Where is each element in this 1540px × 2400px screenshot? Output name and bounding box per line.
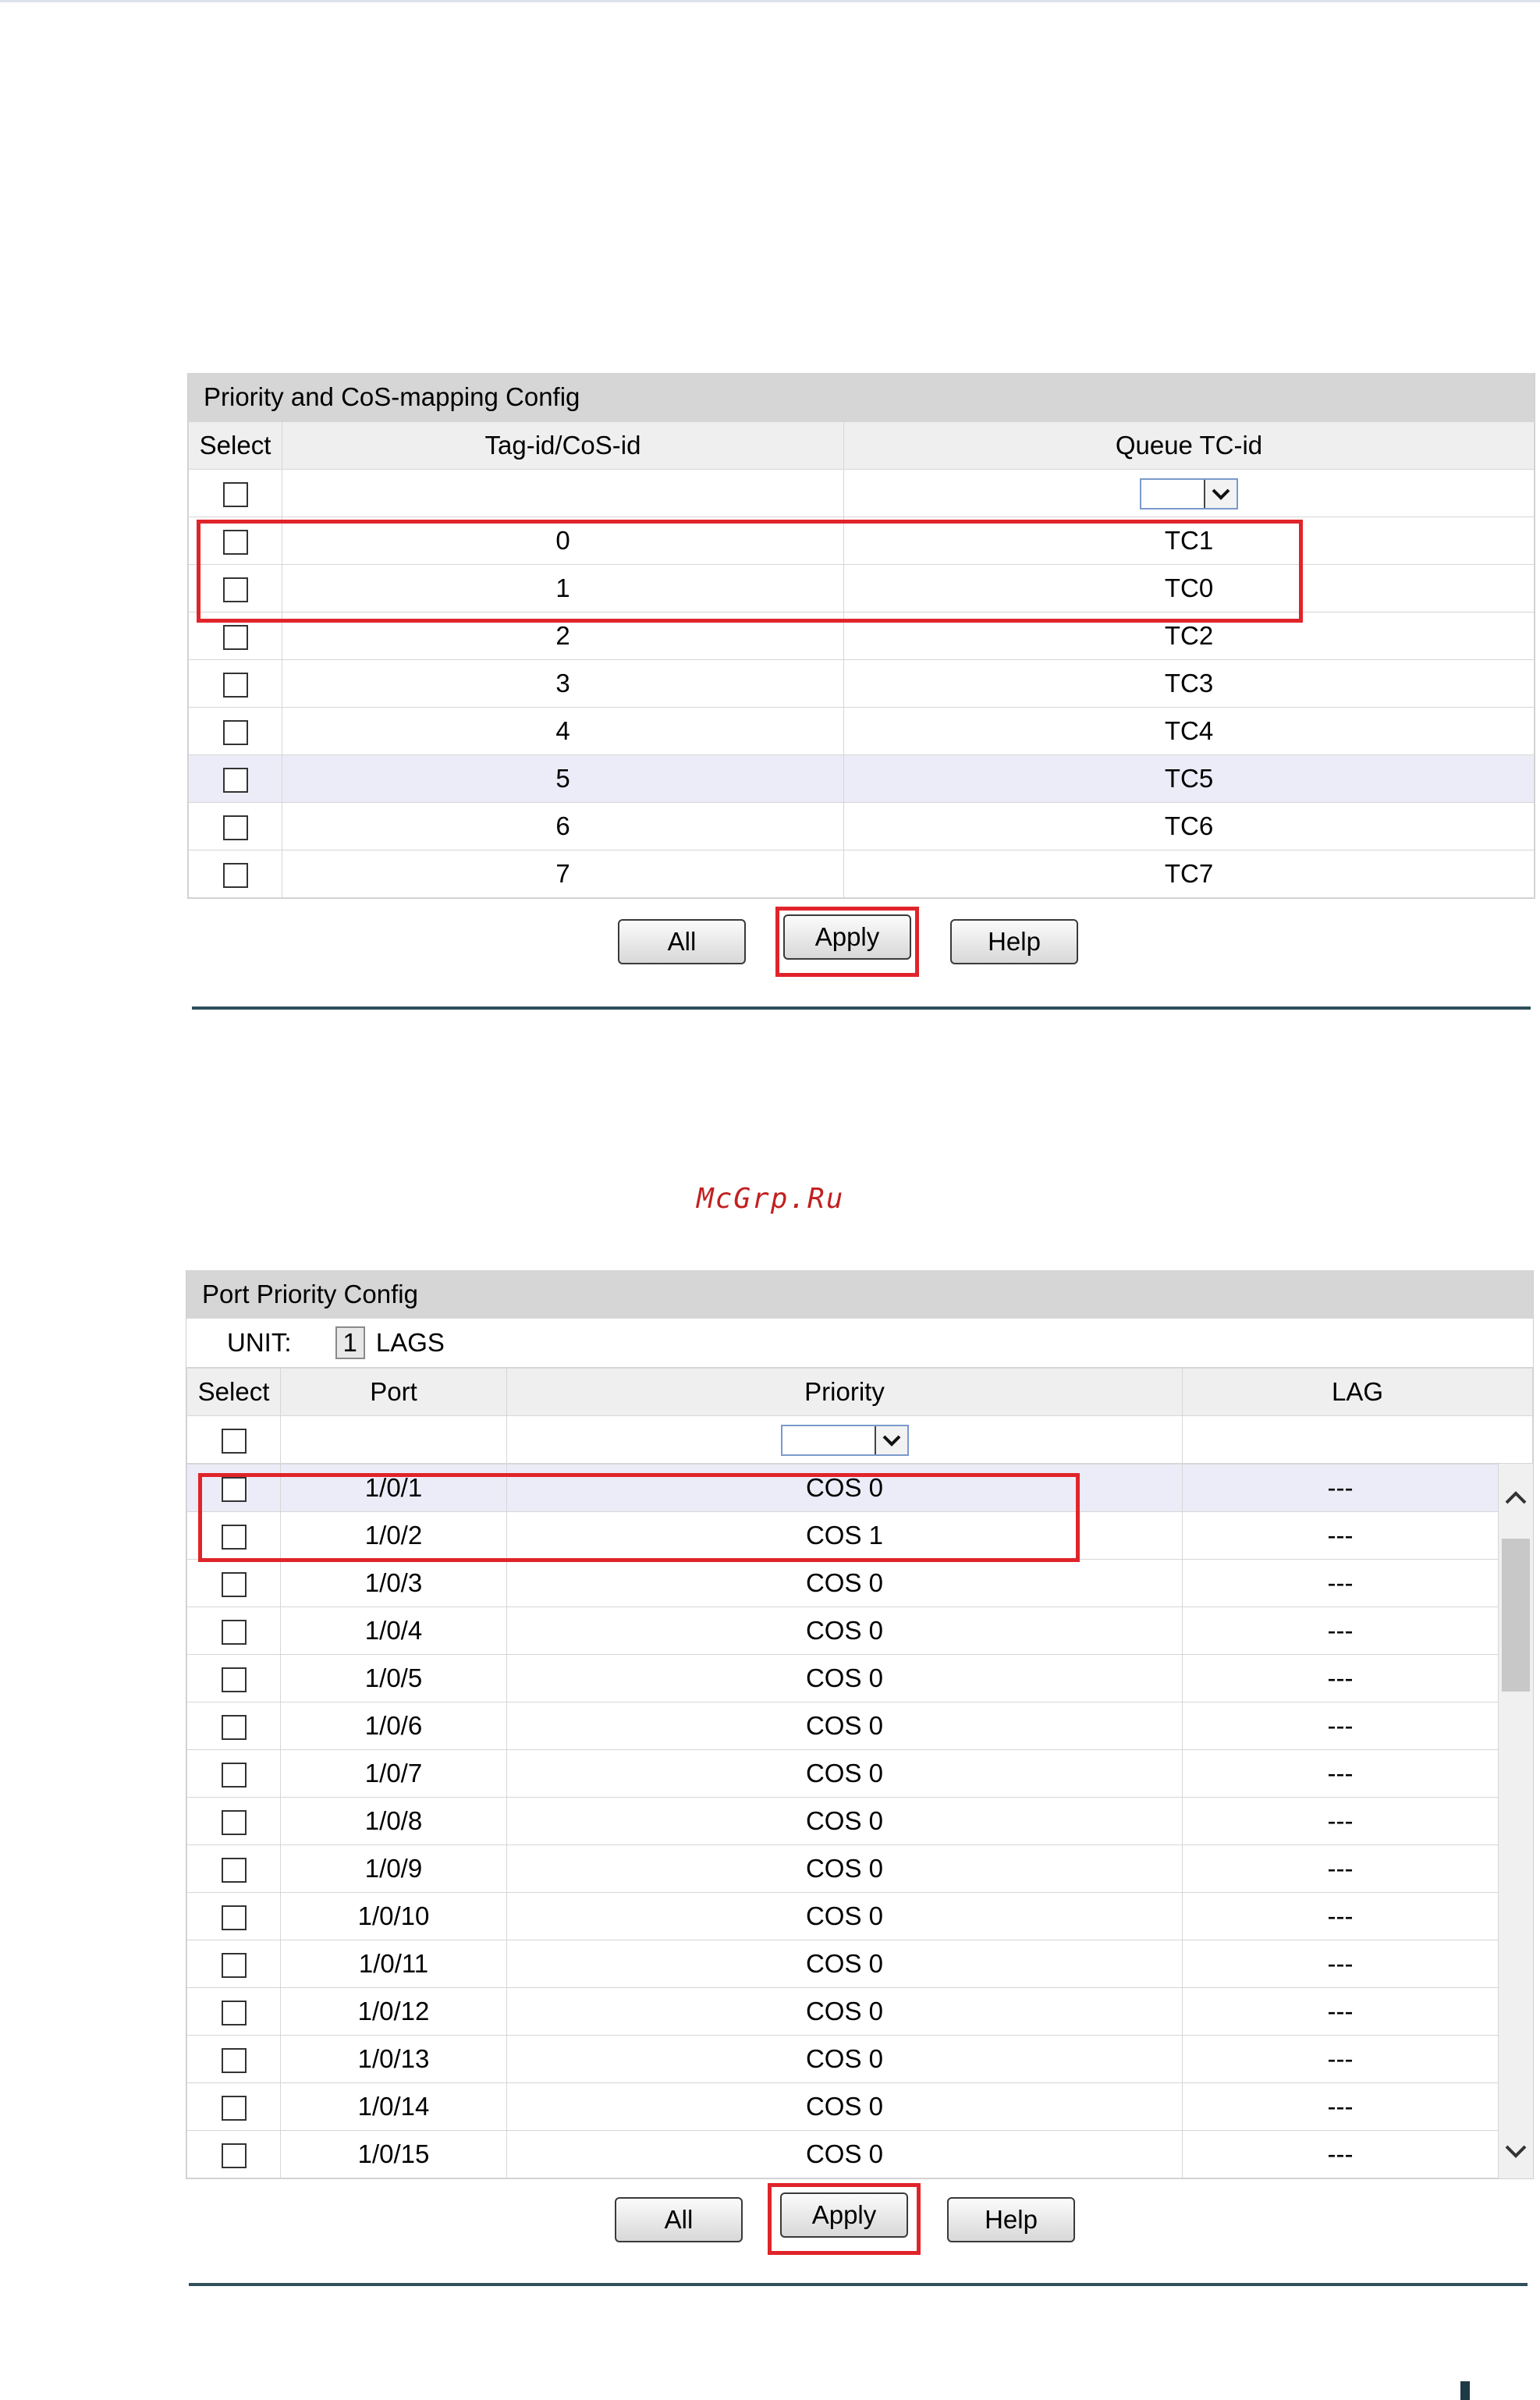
port-cell: 1/0/13 <box>281 2036 507 2083</box>
row-checkbox[interactable] <box>222 1953 247 1978</box>
priority-cell: COS 0 <box>507 1988 1183 2036</box>
help-button[interactable]: Help <box>947 2197 1075 2242</box>
vertical-scrollbar[interactable] <box>1498 1464 1533 2178</box>
section-divider <box>192 1007 1531 1010</box>
queue-cell: TC5 <box>844 755 1535 803</box>
scrollbar-thumb[interactable] <box>1502 1539 1530 1692</box>
table-header-row <box>189 422 1535 470</box>
port-cell: 1/0/5 <box>281 1655 507 1702</box>
all-button[interactable]: All <box>618 919 746 964</box>
table-header-row <box>187 1369 1533 1416</box>
port-cell: 1/0/4 <box>281 1607 507 1655</box>
row-checkbox[interactable] <box>222 1763 247 1788</box>
port-priority-header-table <box>186 1368 1533 1464</box>
lag-cell: --- <box>1183 1655 1499 1702</box>
priority-cell: COS 1 <box>507 1512 1183 1560</box>
help-button[interactable]: Help <box>950 919 1078 964</box>
cos-mapping-table <box>188 421 1535 898</box>
row-checkbox[interactable] <box>222 2096 247 2121</box>
port-cell: 1/0/1 <box>281 1464 507 1512</box>
row-checkbox[interactable] <box>222 1858 247 1883</box>
priority-cell: COS 0 <box>507 1560 1183 1607</box>
all-button[interactable]: All <box>615 2197 743 2242</box>
row-checkbox[interactable] <box>223 863 248 888</box>
chevron-down-icon[interactable] <box>875 1426 907 1454</box>
table-row <box>187 1750 1499 1798</box>
table-row <box>187 1655 1499 1702</box>
port-cell: 1/0/3 <box>281 1560 507 1607</box>
unit-label: UNIT: <box>227 1328 292 1357</box>
queue-header: Queue TC-id <box>844 422 1535 470</box>
row-checkbox[interactable] <box>222 1905 247 1930</box>
table-row <box>189 565 1535 612</box>
select-all-checkbox[interactable] <box>222 1429 247 1454</box>
watermark: McGrp.Ru <box>697 1183 845 1215</box>
apply-button[interactable]: Apply <box>780 2192 908 2238</box>
lag-cell: --- <box>1183 1607 1499 1655</box>
port-cell: 1/0/12 <box>281 1988 507 2036</box>
cos-panel-title: Priority and CoS-mapping Config <box>188 373 1535 421</box>
lag-cell: --- <box>1183 1798 1499 1845</box>
priority-cell: COS 0 <box>507 1845 1183 1893</box>
row-checkbox[interactable] <box>223 815 248 840</box>
priority-header: Priority <box>507 1369 1183 1416</box>
priority-cell: COS 0 <box>507 1940 1183 1988</box>
section-divider <box>189 2283 1528 2286</box>
row-checkbox[interactable] <box>223 625 248 650</box>
tag-cell: 6 <box>282 803 844 850</box>
tag-cell: 1 <box>282 565 844 612</box>
queue-cell: TC0 <box>844 565 1535 612</box>
bulk-edit-row <box>187 1416 1533 1464</box>
queue-cell: TC1 <box>844 517 1535 565</box>
queue-cell: TC7 <box>844 850 1535 898</box>
port-cell: 1/0/15 <box>281 2131 507 2178</box>
port-cell: 1/0/6 <box>281 1702 507 1750</box>
table-row <box>187 1893 1499 1940</box>
queue-cell: TC4 <box>844 708 1535 755</box>
select-header: Select <box>189 422 282 470</box>
priority-cell: COS 0 <box>507 2083 1183 2131</box>
port-cell: 1/0/10 <box>281 1893 507 1940</box>
row-checkbox[interactable] <box>223 673 248 698</box>
tag-cell: 2 <box>282 612 844 660</box>
priority-cell: COS 0 <box>507 1798 1183 1845</box>
port-cell: 1/0/8 <box>281 1798 507 1845</box>
table-row <box>187 1560 1499 1607</box>
lag-cell: --- <box>1183 2131 1499 2178</box>
port-header: Port <box>281 1369 507 1416</box>
row-checkbox[interactable] <box>223 530 248 555</box>
port-priority-table <box>186 1464 1499 2178</box>
page-marker <box>1460 2381 1470 2400</box>
priority-cell: COS 0 <box>507 1702 1183 1750</box>
tag-cell: 0 <box>282 517 844 565</box>
priority-cell: COS 0 <box>507 1750 1183 1798</box>
row-checkbox[interactable] <box>222 1810 247 1835</box>
priority-cell: COS 0 <box>507 1464 1183 1512</box>
row-checkbox[interactable] <box>223 768 248 793</box>
priority-cell: COS 0 <box>507 1893 1183 1940</box>
table-row <box>189 850 1535 898</box>
lag-cell: --- <box>1183 2036 1499 2083</box>
select-all-checkbox[interactable] <box>223 482 248 507</box>
lag-header: LAG <box>1183 1369 1533 1416</box>
priority-select[interactable] <box>781 1425 909 1456</box>
lag-cell: --- <box>1183 1988 1499 2036</box>
queue-cell: TC2 <box>844 612 1535 660</box>
row-checkbox[interactable] <box>222 1572 247 1597</box>
port-cell: 1/0/2 <box>281 1512 507 1560</box>
lag-cell: --- <box>1183 1750 1499 1798</box>
unit-selector-row <box>186 1319 1533 1368</box>
tag-cell: 4 <box>282 708 844 755</box>
chevron-down-icon[interactable] <box>1499 2136 1533 2166</box>
lag-cell: --- <box>1183 1940 1499 1988</box>
port-list-scroll-area[interactable] <box>186 1464 1533 2178</box>
row-checkbox[interactable] <box>222 1715 247 1740</box>
port-cell: 1/0/9 <box>281 1845 507 1893</box>
lag-cell: --- <box>1183 2083 1499 2131</box>
table-row <box>189 708 1535 755</box>
priority-cell: COS 0 <box>507 1607 1183 1655</box>
table-row <box>187 1464 1499 1512</box>
unit-1-tab[interactable]: 1 <box>335 1326 365 1359</box>
table-row <box>189 755 1535 803</box>
table-row <box>187 1940 1499 1988</box>
table-row <box>187 2131 1499 2178</box>
lag-cell: --- <box>1183 1560 1499 1607</box>
row-checkbox[interactable] <box>222 2001 247 2025</box>
top-border <box>0 0 1540 2</box>
port-cell: 1/0/7 <box>281 1750 507 1798</box>
lag-cell: --- <box>1183 1512 1499 1560</box>
lags-tab[interactable]: LAGS <box>375 1328 445 1357</box>
chevron-up-icon[interactable] <box>1499 1482 1533 1513</box>
port-cell: 1/0/11 <box>281 1940 507 1988</box>
row-checkbox[interactable] <box>223 577 248 602</box>
queue-select[interactable] <box>1140 478 1238 509</box>
row-checkbox[interactable] <box>222 1667 247 1692</box>
priority-cell: COS 0 <box>507 1655 1183 1702</box>
row-checkbox[interactable] <box>223 720 248 745</box>
tag-id-header: Tag-id/CoS-id <box>282 422 844 470</box>
table-row <box>187 2083 1499 2131</box>
lag-cell: --- <box>1183 1702 1499 1750</box>
port-cell: 1/0/14 <box>281 2083 507 2131</box>
apply-button[interactable]: Apply <box>783 914 911 960</box>
row-checkbox[interactable] <box>222 1477 247 1502</box>
port-panel-title: Port Priority Config <box>186 1270 1533 1319</box>
table-row <box>189 517 1535 565</box>
row-checkbox[interactable] <box>222 1620 247 1645</box>
tag-cell: 3 <box>282 660 844 708</box>
select-header: Select <box>187 1369 281 1416</box>
priority-cell: COS 0 <box>507 2131 1183 2178</box>
bulk-edit-row <box>189 470 1535 517</box>
row-checkbox[interactable] <box>222 2143 247 2168</box>
chevron-down-icon[interactable] <box>1204 480 1237 508</box>
table-row <box>189 612 1535 660</box>
lag-cell: --- <box>1183 1845 1499 1893</box>
tag-cell: 7 <box>282 850 844 898</box>
lag-cell: --- <box>1183 1464 1499 1512</box>
table-row <box>189 660 1535 708</box>
queue-cell: TC3 <box>844 660 1535 708</box>
table-row <box>187 1512 1499 1560</box>
port-priority-panel <box>186 1270 1534 2179</box>
row-checkbox[interactable] <box>222 2048 247 2073</box>
lag-cell: --- <box>1183 1893 1499 1940</box>
table-row <box>187 1798 1499 1845</box>
table-row <box>187 1607 1499 1655</box>
table-row <box>187 1845 1499 1893</box>
table-row <box>189 803 1535 850</box>
table-row <box>187 1702 1499 1750</box>
table-row <box>187 2036 1499 2083</box>
row-checkbox[interactable] <box>222 1525 247 1550</box>
cos-mapping-panel <box>187 373 1535 899</box>
table-row <box>187 1988 1499 2036</box>
priority-cell: COS 0 <box>507 2036 1183 2083</box>
tag-cell: 5 <box>282 755 844 803</box>
queue-cell: TC6 <box>844 803 1535 850</box>
